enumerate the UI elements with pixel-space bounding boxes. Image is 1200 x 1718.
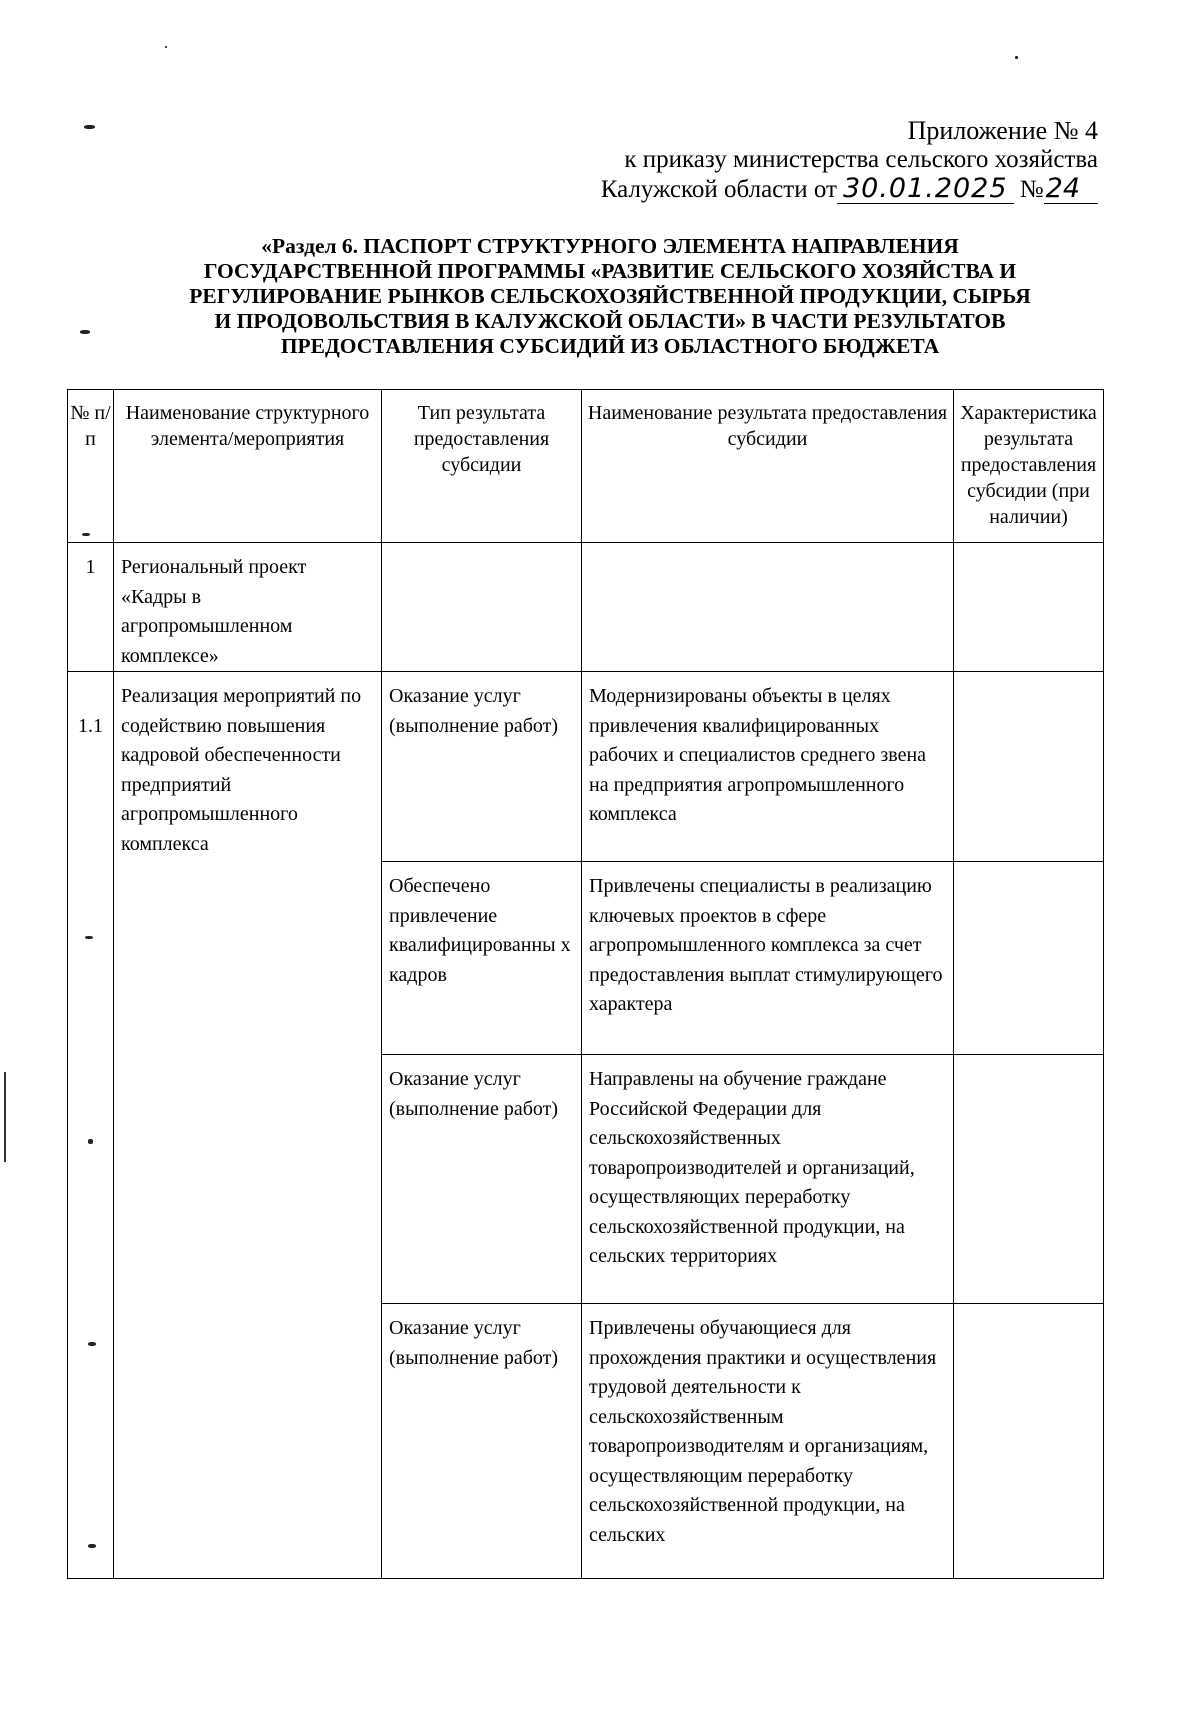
header-result-characteristic: Характеристика результата предоставления субсидии (при наличии) [954, 390, 1104, 543]
row-element-name: Региональный проект «Кадры в агропромышленном комплексе» [114, 543, 382, 672]
scan-speck [85, 936, 93, 939]
row-characteristic [954, 1304, 1104, 1579]
row-characteristic [954, 1055, 1104, 1304]
number-sign: № [1019, 176, 1044, 203]
table-header-row [68, 390, 1104, 543]
row-result-name: Направлены на обучение граждане Российской Федерации для сельскохозяйственных товаропроизводителей и организаций, осуществляющих переработку сельскохозяйственной продукции, на сельских территориях [582, 1055, 954, 1304]
row-result-name: Привлечены специалисты в реализацию ключевых проектов в сфере агропромышленного комплекса за счет предоставления выплат стимулирующего характера [582, 862, 954, 1055]
section-heading [150, 234, 1070, 359]
row-result-type: Обеспечено привлечение квалифицированны х кадров [382, 862, 582, 1055]
row-characteristic [954, 862, 1104, 1055]
row-result-type [382, 543, 582, 672]
heading-line: «Раздел 6. ПАСПОРТ СТРУКТУРНОГО ЭЛЕМЕНТА НАПРАВЛЕНИЯ [261, 234, 959, 258]
row-number: 1.1 [68, 672, 114, 1579]
scan-speck [84, 125, 95, 129]
scan-speck [82, 533, 90, 536]
header-number: № п/п [68, 390, 114, 543]
scan-speck [88, 1342, 96, 1346]
row-result-name: Привлечены обучающиеся для прохождения практики и осуществления трудовой деятельности к сельскохозяйственным товаропроизводителям и организациям, осуществляющим переработку сельскохозяйственной продукции, на сельских [582, 1304, 954, 1579]
scan-speck [165, 46, 167, 48]
row-result-name: Модернизированы объекты в целях привлечения квалифицированных рабочих и специалистов среднего звена на предприятия агропромышленного комплекса [582, 672, 954, 862]
heading-line: И ПРОДОВОЛЬСТВИЯ В КАЛУЖСКОЙ ОБЛАСТИ» В ЧАСТИ РЕЗУЛЬТАТОВ [214, 309, 1006, 333]
handwritten-number: 24 [1044, 174, 1098, 204]
header-result-name: Наименование результата предоставления субсидии [582, 390, 954, 543]
row-result-name [582, 543, 954, 672]
header-element-name: Наименование структурного элемента/мероприятия [114, 390, 382, 543]
table-row [68, 672, 1104, 862]
appendix-order-line: к приказу министерства сельского хозяйства [624, 146, 1098, 173]
appendix-region: Калужской области от [600, 176, 837, 203]
row-characteristic [954, 543, 1104, 672]
row-number: 1 [68, 543, 114, 672]
appendix-title: Приложение № 4 [907, 116, 1098, 145]
table-row [68, 543, 1104, 672]
header-result-type: Тип результата предоставления субсидии [382, 390, 582, 543]
row-result-type: Оказание услуг (выполнение работ) [382, 1055, 582, 1304]
handwritten-date: 30.01.2025 [837, 174, 1014, 204]
heading-line: ГОСУДАРСТВЕННОЙ ПРОГРАММЫ «РАЗВИТИЕ СЕЛЬСКОГО ХОЗЯЙСТВА И [203, 259, 1017, 283]
scan-speck [88, 1139, 93, 1144]
row-element-name: Реализация мероприятий по содействию повышения кадровой обеспеченности предприятий агропромышленного комплекса [114, 672, 382, 1579]
appendix-block [601, 116, 1098, 204]
row-result-type: Оказание услуг (выполнение работ) [382, 1304, 582, 1579]
scan-speck [80, 330, 90, 334]
scan-edge-line [4, 1072, 6, 1162]
heading-line: ПРЕДОСТАВЛЕНИЯ СУБСИДИЙ ИЗ ОБЛАСТНОГО БЮДЖЕТА [280, 334, 940, 358]
passport-table [67, 389, 1104, 1579]
row-result-type: Оказание услуг (выполнение работ) [382, 672, 582, 862]
scan-speck [88, 1544, 96, 1548]
heading-line: РЕГУЛИРОВАНИЕ РЫНКОВ СЕЛЬСКОХОЗЯЙСТВЕННОЙ ПРОДУКЦИИ, СЫРЬЯ [189, 284, 1031, 308]
appendix-date-line [601, 174, 1098, 204]
row-characteristic [954, 672, 1104, 862]
scan-speck [1015, 56, 1018, 59]
